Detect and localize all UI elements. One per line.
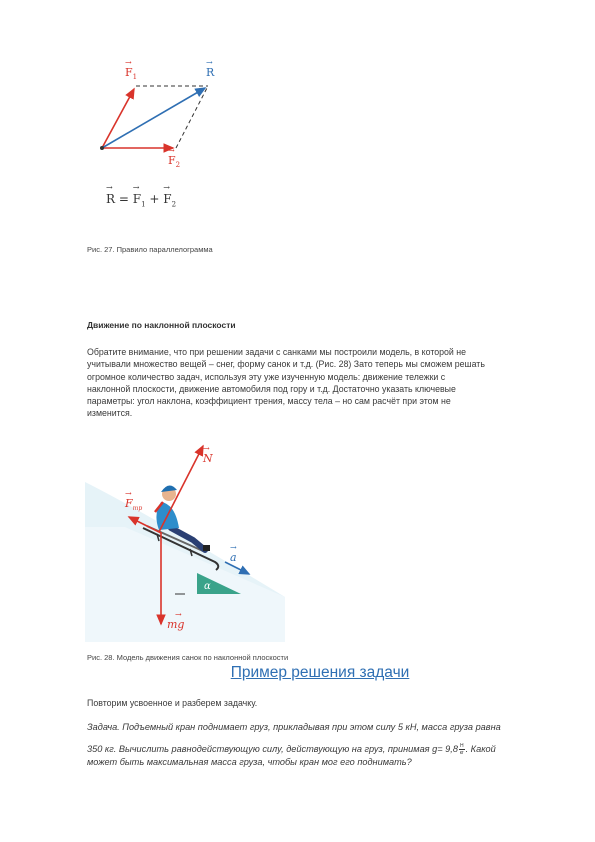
example-title-link[interactable]: Пример решения задачи: [230, 664, 410, 681]
label-f1-arrow: →: [125, 58, 132, 67]
rider-boot: [203, 545, 210, 551]
paragraph-line: Обратите внимание, что при решении задачи с санками мы построили модель, в которой не: [87, 347, 467, 357]
task-line: 350 кг. Вычислить равнодействующую силу, действующую на груз, принимая g= 9,8 $\frac{Н}{кг}$ . Какой: [87, 743, 496, 757]
figure28-caption: Рис. 28. Модель движения санок по наклонной плоскости: [87, 653, 289, 662]
label-alpha: α: [204, 581, 211, 592]
figure27-caption: Рис. 27. Правило параллелограмма: [87, 245, 213, 254]
section-paragraph: [87, 346, 532, 420]
vector-sum-formula: → R = → $F_1$ + → $F_2$: [106, 183, 177, 209]
label-acceleration: → a: [230, 543, 237, 564]
paragraph-line: наклонной плоскости, движение автомобиля под гору и т.д. Достаточно указать ключевые: [87, 383, 456, 394]
sled-slope-diagram: [85, 432, 285, 642]
paragraph-line: параметры: угол наклона, коэффициент трения, массу тела – но сам расчёт при этом не: [87, 396, 451, 407]
paragraph-line: изменится.: [87, 408, 133, 419]
unit-fraction: $\frac{Н}{кг}$: [459, 743, 464, 757]
label-f1: → $F_1$: [125, 58, 138, 82]
label-f2: → $F_2$: [168, 146, 181, 170]
label-r: → R: [206, 58, 215, 79]
paragraph-line: огромное количество задач, используя эту уже изученную модель: движение тележки с: [87, 371, 446, 382]
label-r-arrow: →: [206, 58, 213, 67]
section-heading: Движение по наклонной плоскости: [87, 320, 236, 330]
origin-point: [100, 146, 104, 150]
paragraph-line: учитывали множество вещей – снег, форму санок и т.д. (Рис. 28) Зато теперь мы сможем решать: [87, 359, 485, 370]
task-text: [87, 721, 537, 768]
label-mg: → mg: [167, 610, 185, 631]
label-f2-arrow: →: [168, 146, 175, 155]
label-friction: → $F_{тр}$: [125, 489, 143, 513]
task-line: может быть максимальная масса груза, чтобы кран мог его поднимать?: [87, 757, 412, 768]
label-n: → N: [203, 444, 213, 465]
task-line: Задача. Подъемный кран поднимает груз, прикладывая при этом силу 5 кН, масса груза равна: [87, 722, 501, 732]
example-intro: Повторим усвоенное и разберем задачку.: [87, 698, 258, 708]
